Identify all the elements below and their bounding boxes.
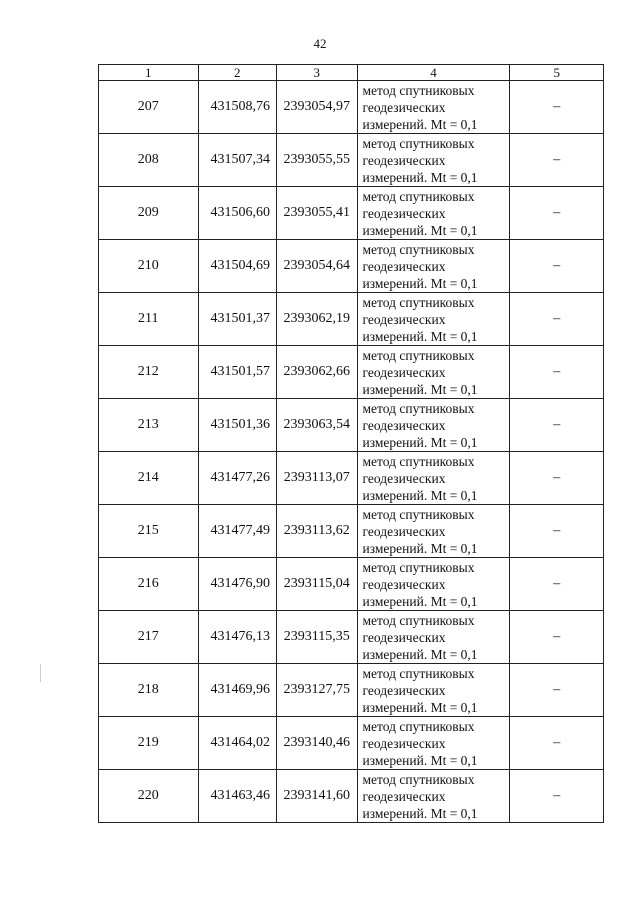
method-text-line: геодезических	[362, 99, 446, 115]
point-number-cell: 217	[99, 611, 199, 664]
table-row	[99, 558, 604, 611]
method-text-line: метод спутниковых	[362, 241, 475, 257]
note-cell: –	[510, 346, 604, 399]
method-text-line: измерений. Mt = 0,1	[362, 381, 478, 397]
note-cell: –	[510, 770, 604, 823]
method-text-line: геодезических	[362, 788, 446, 804]
note-cell: –	[510, 134, 604, 187]
method-text-line: измерений. Mt = 0,1	[362, 646, 478, 662]
method-cell	[357, 81, 510, 134]
x-coordinate-cell: 431476,13	[198, 611, 276, 664]
note-cell: –	[510, 187, 604, 240]
method-text-line: геодезических	[362, 576, 446, 592]
method-cell	[357, 240, 510, 293]
x-coordinate-cell: 431508,76	[198, 81, 276, 134]
method-cell	[357, 558, 510, 611]
method-cell	[357, 505, 510, 558]
x-coordinate-cell: 431469,96	[198, 664, 276, 717]
header-col-5: 5	[510, 65, 604, 81]
method-text-line: метод спутниковых	[362, 771, 475, 787]
table-body	[99, 81, 604, 823]
y-coordinate-cell: 2393140,46	[277, 717, 357, 770]
x-coordinate-cell: 431476,90	[198, 558, 276, 611]
table-row	[99, 134, 604, 187]
scan-artifact	[40, 664, 41, 682]
method-text-line: геодезических	[362, 682, 446, 698]
point-number-cell: 212	[99, 346, 199, 399]
header-col-4: 4	[357, 65, 510, 81]
method-text-line: метод спутниковых	[362, 347, 475, 363]
table-row	[99, 399, 604, 452]
x-coordinate-cell: 431477,49	[198, 505, 276, 558]
note-cell: –	[510, 717, 604, 770]
method-text-line: метод спутниковых	[362, 135, 475, 151]
y-coordinate-cell: 2393054,97	[277, 81, 357, 134]
y-coordinate-cell: 2393127,75	[277, 664, 357, 717]
method-cell	[357, 664, 510, 717]
x-coordinate-cell: 431504,69	[198, 240, 276, 293]
note-cell: –	[510, 505, 604, 558]
header-col-2: 2	[198, 65, 276, 81]
y-coordinate-cell: 2393115,35	[277, 611, 357, 664]
y-coordinate-cell: 2393141,60	[277, 770, 357, 823]
x-coordinate-cell: 431507,34	[198, 134, 276, 187]
x-coordinate-cell: 431477,26	[198, 452, 276, 505]
note-cell: –	[510, 664, 604, 717]
method-text-line: геодезических	[362, 205, 446, 221]
table-row	[99, 505, 604, 558]
table-row	[99, 240, 604, 293]
method-text-line: измерений. Mt = 0,1	[362, 434, 478, 450]
method-text-line: измерений. Mt = 0,1	[362, 222, 478, 238]
method-text-line: геодезических	[362, 470, 446, 486]
note-cell: –	[510, 293, 604, 346]
method-text-line: геодезических	[362, 523, 446, 539]
method-text-line: измерений. Mt = 0,1	[362, 805, 478, 821]
table-row	[99, 187, 604, 240]
table-header-row	[99, 65, 604, 81]
point-number-cell: 209	[99, 187, 199, 240]
point-number-cell: 208	[99, 134, 199, 187]
page-number: 42	[313, 36, 327, 51]
x-coordinate-cell: 431506,60	[198, 187, 276, 240]
y-coordinate-cell: 2393115,04	[277, 558, 357, 611]
method-text-line: измерений. Mt = 0,1	[362, 169, 478, 185]
method-text-line: измерений. Mt = 0,1	[362, 699, 478, 715]
method-text-line: геодезических	[362, 629, 446, 645]
method-text-line: геодезических	[362, 735, 446, 751]
method-text-line: метод спутниковых	[362, 665, 475, 681]
y-coordinate-cell: 2393055,55	[277, 134, 357, 187]
x-coordinate-cell: 431464,02	[198, 717, 276, 770]
method-text-line: метод спутниковых	[362, 294, 475, 310]
method-cell	[357, 346, 510, 399]
y-coordinate-cell: 2393113,62	[277, 505, 357, 558]
method-text-line: метод спутниковых	[362, 612, 475, 628]
note-cell: –	[510, 558, 604, 611]
method-text-line: геодезических	[362, 311, 446, 327]
method-text-line: измерений. Mt = 0,1	[362, 328, 478, 344]
point-number-cell: 219	[99, 717, 199, 770]
method-cell	[357, 187, 510, 240]
method-cell	[357, 134, 510, 187]
note-cell: –	[510, 240, 604, 293]
method-text-line: геодезических	[362, 417, 446, 433]
table-row	[99, 452, 604, 505]
note-cell: –	[510, 399, 604, 452]
header-col-1: 1	[99, 65, 199, 81]
y-coordinate-cell: 2393054,64	[277, 240, 357, 293]
table-row	[99, 293, 604, 346]
y-coordinate-cell: 2393113,07	[277, 452, 357, 505]
point-number-cell: 216	[99, 558, 199, 611]
y-coordinate-cell: 2393062,19	[277, 293, 357, 346]
method-cell	[357, 611, 510, 664]
method-text-line: измерений. Mt = 0,1	[362, 487, 478, 503]
method-text-line: геодезических	[362, 152, 446, 168]
point-number-cell: 210	[99, 240, 199, 293]
method-text-line: метод спутниковых	[362, 400, 475, 416]
method-text-line: метод спутниковых	[362, 559, 475, 575]
point-number-cell: 215	[99, 505, 199, 558]
table-row	[99, 611, 604, 664]
note-cell: –	[510, 81, 604, 134]
table-row	[99, 770, 604, 823]
x-coordinate-cell: 431501,37	[198, 293, 276, 346]
method-text-line: метод спутниковых	[362, 82, 475, 98]
header-col-3: 3	[277, 65, 357, 81]
method-text-line: измерений. Mt = 0,1	[362, 540, 478, 556]
point-number-cell: 207	[99, 81, 199, 134]
point-number-cell: 211	[99, 293, 199, 346]
y-coordinate-cell: 2393055,41	[277, 187, 357, 240]
method-cell	[357, 717, 510, 770]
method-cell	[357, 770, 510, 823]
method-text-line: измерений. Mt = 0,1	[362, 275, 478, 291]
point-number-cell: 218	[99, 664, 199, 717]
coordinates-table	[98, 64, 604, 823]
point-number-cell: 214	[99, 452, 199, 505]
method-text-line: измерений. Mt = 0,1	[362, 752, 478, 768]
method-text-line: геодезических	[362, 258, 446, 274]
table-row	[99, 81, 604, 134]
note-cell: –	[510, 452, 604, 505]
method-text-line: метод спутниковых	[362, 718, 475, 734]
method-text-line: метод спутниковых	[362, 453, 475, 469]
method-cell	[357, 452, 510, 505]
table-row	[99, 346, 604, 399]
x-coordinate-cell: 431501,57	[198, 346, 276, 399]
method-cell	[357, 293, 510, 346]
method-text-line: геодезических	[362, 364, 446, 380]
y-coordinate-cell: 2393062,66	[277, 346, 357, 399]
method-text-line: измерений. Mt = 0,1	[362, 116, 478, 132]
point-number-cell: 213	[99, 399, 199, 452]
method-text-line: метод спутниковых	[362, 188, 475, 204]
x-coordinate-cell: 431463,46	[198, 770, 276, 823]
method-text-line: измерений. Mt = 0,1	[362, 593, 478, 609]
method-cell	[357, 399, 510, 452]
note-cell: –	[510, 611, 604, 664]
point-number-cell: 220	[99, 770, 199, 823]
table-row	[99, 717, 604, 770]
y-coordinate-cell: 2393063,54	[277, 399, 357, 452]
x-coordinate-cell: 431501,36	[198, 399, 276, 452]
table-row	[99, 664, 604, 717]
method-text-line: метод спутниковых	[362, 506, 475, 522]
